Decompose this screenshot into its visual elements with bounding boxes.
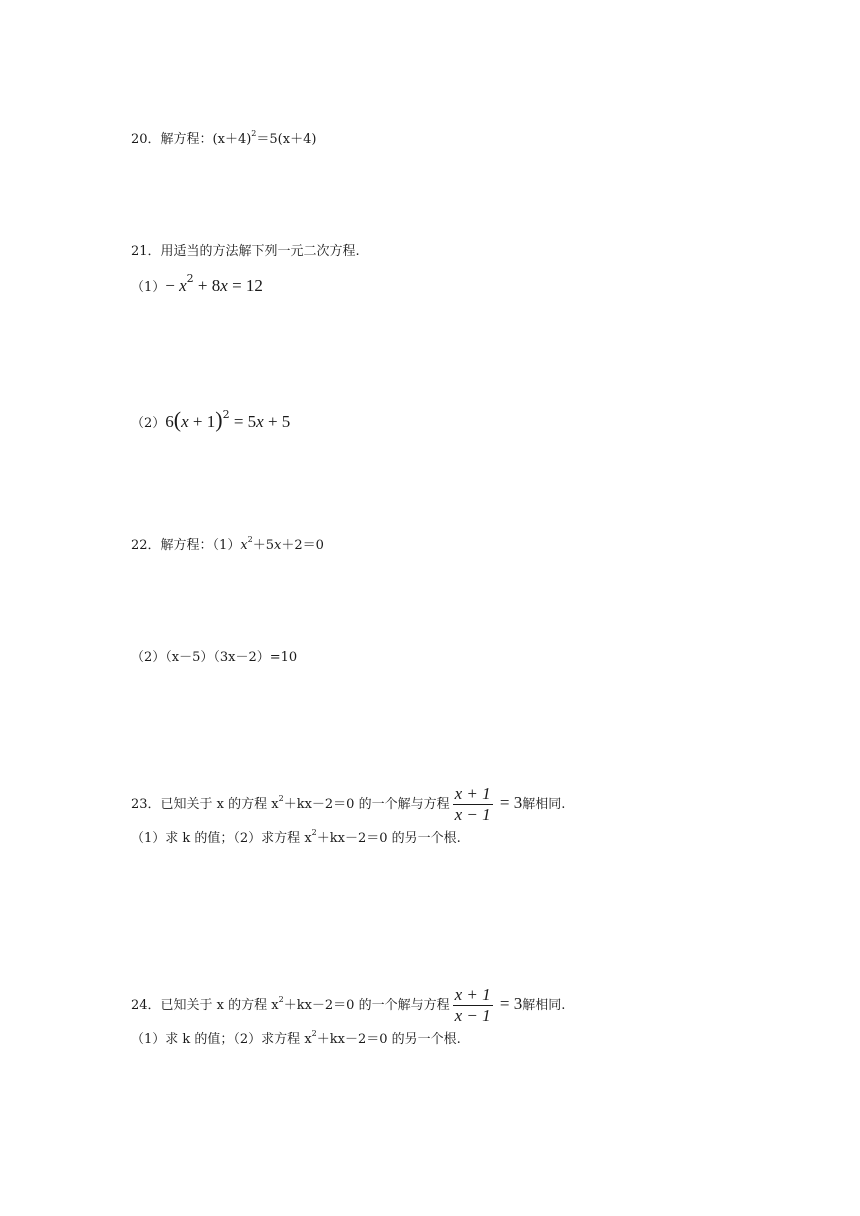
question-24-subparts xyxy=(131,1030,461,1050)
equation-segment: − xyxy=(165,276,180,295)
exponent: 2 xyxy=(186,272,194,285)
equation-variable: x xyxy=(240,538,248,553)
part-label: （2） xyxy=(131,416,166,431)
question-stem: ＋kx－2＝0 的一个解与方程 xyxy=(283,998,450,1013)
part-equation: （x－5）（3x－2）=10 xyxy=(165,650,298,665)
question-stem: 用适当的方法解下列一元二次方程. xyxy=(160,244,360,259)
fraction-numerator: x + 1 xyxy=(454,784,491,803)
question-22 xyxy=(131,536,324,556)
question-23-subparts xyxy=(131,829,461,849)
fraction-numerator: x + 1 xyxy=(454,985,491,1004)
question-number: 21． xyxy=(131,244,161,259)
equation-close-paren: ) xyxy=(215,407,223,432)
question-stem: 已知关于 x 的方程 x xyxy=(160,998,279,1013)
equation-variable: x xyxy=(220,276,228,295)
equation-open-paren: ( xyxy=(173,407,182,432)
exponent: 2 xyxy=(247,535,253,544)
equation-segment: + 1 xyxy=(188,412,216,431)
subpart-text: ＋kx－2＝0 的另一个根. xyxy=(316,831,461,846)
question-stem-tail: ＋5 xyxy=(252,538,275,553)
question-number: 20． xyxy=(131,132,161,147)
question-number: 22． xyxy=(131,538,161,553)
question-stem-tail: 解相同. xyxy=(522,998,566,1013)
question-stem: 已知关于 x 的方程 x xyxy=(160,797,279,812)
fraction xyxy=(453,784,493,825)
subpart-text: ＋kx－2＝0 的另一个根. xyxy=(316,1032,461,1047)
equation-segment: + 8 xyxy=(193,276,221,295)
equation-variable: x xyxy=(256,412,264,431)
exponent: 2 xyxy=(311,828,317,837)
question-23 xyxy=(131,784,565,825)
equation-variable: x xyxy=(181,412,189,431)
question-stem-tail: ＋2＝0 xyxy=(281,538,324,553)
exponent: 2 xyxy=(311,1029,317,1038)
subpart-text: （1）求 k 的值；（2）求方程 x xyxy=(131,831,312,846)
equation-coefficient: 6 xyxy=(165,412,174,431)
equation-segment: = 12 xyxy=(227,276,263,295)
exponent: 2 xyxy=(222,408,230,421)
question-stem: ＋kx－2＝0 的一个解与方程 xyxy=(283,797,450,812)
exponent: 2 xyxy=(278,995,284,1004)
equation-segment: = 3 xyxy=(495,994,523,1013)
fraction xyxy=(453,985,493,1026)
question-stem-tail: 解相同. xyxy=(522,797,566,812)
question-number: 24． xyxy=(131,998,161,1013)
fraction-denominator: x − 1 xyxy=(454,1006,491,1025)
equation-segment: + 5 xyxy=(263,412,291,431)
question-stem: 解方程：(x＋4) xyxy=(160,132,252,147)
question-24 xyxy=(131,985,565,1026)
equation-segment: = 5 xyxy=(229,412,257,431)
part-label: （2） xyxy=(131,650,166,665)
question-21-part-1 xyxy=(131,272,263,298)
part-label: （1） xyxy=(131,280,166,295)
equation-variable: x xyxy=(179,276,187,295)
subpart-text: （1）求 k 的值；（2）求方程 x xyxy=(131,1032,312,1047)
question-21-part-2 xyxy=(131,407,291,434)
question-21 xyxy=(131,242,360,262)
fraction-denominator: x − 1 xyxy=(454,805,491,824)
equation-variable: x xyxy=(274,538,282,553)
question-stem: 解方程：（1） xyxy=(160,538,241,553)
question-stem-tail: ＝5(x＋4) xyxy=(256,132,317,147)
exponent: 2 xyxy=(251,129,257,138)
exponent: 2 xyxy=(278,794,284,803)
question-number: 23． xyxy=(131,797,161,812)
question-20 xyxy=(131,130,316,150)
question-22-part-2 xyxy=(131,648,297,668)
equation-segment: = 3 xyxy=(495,793,523,812)
